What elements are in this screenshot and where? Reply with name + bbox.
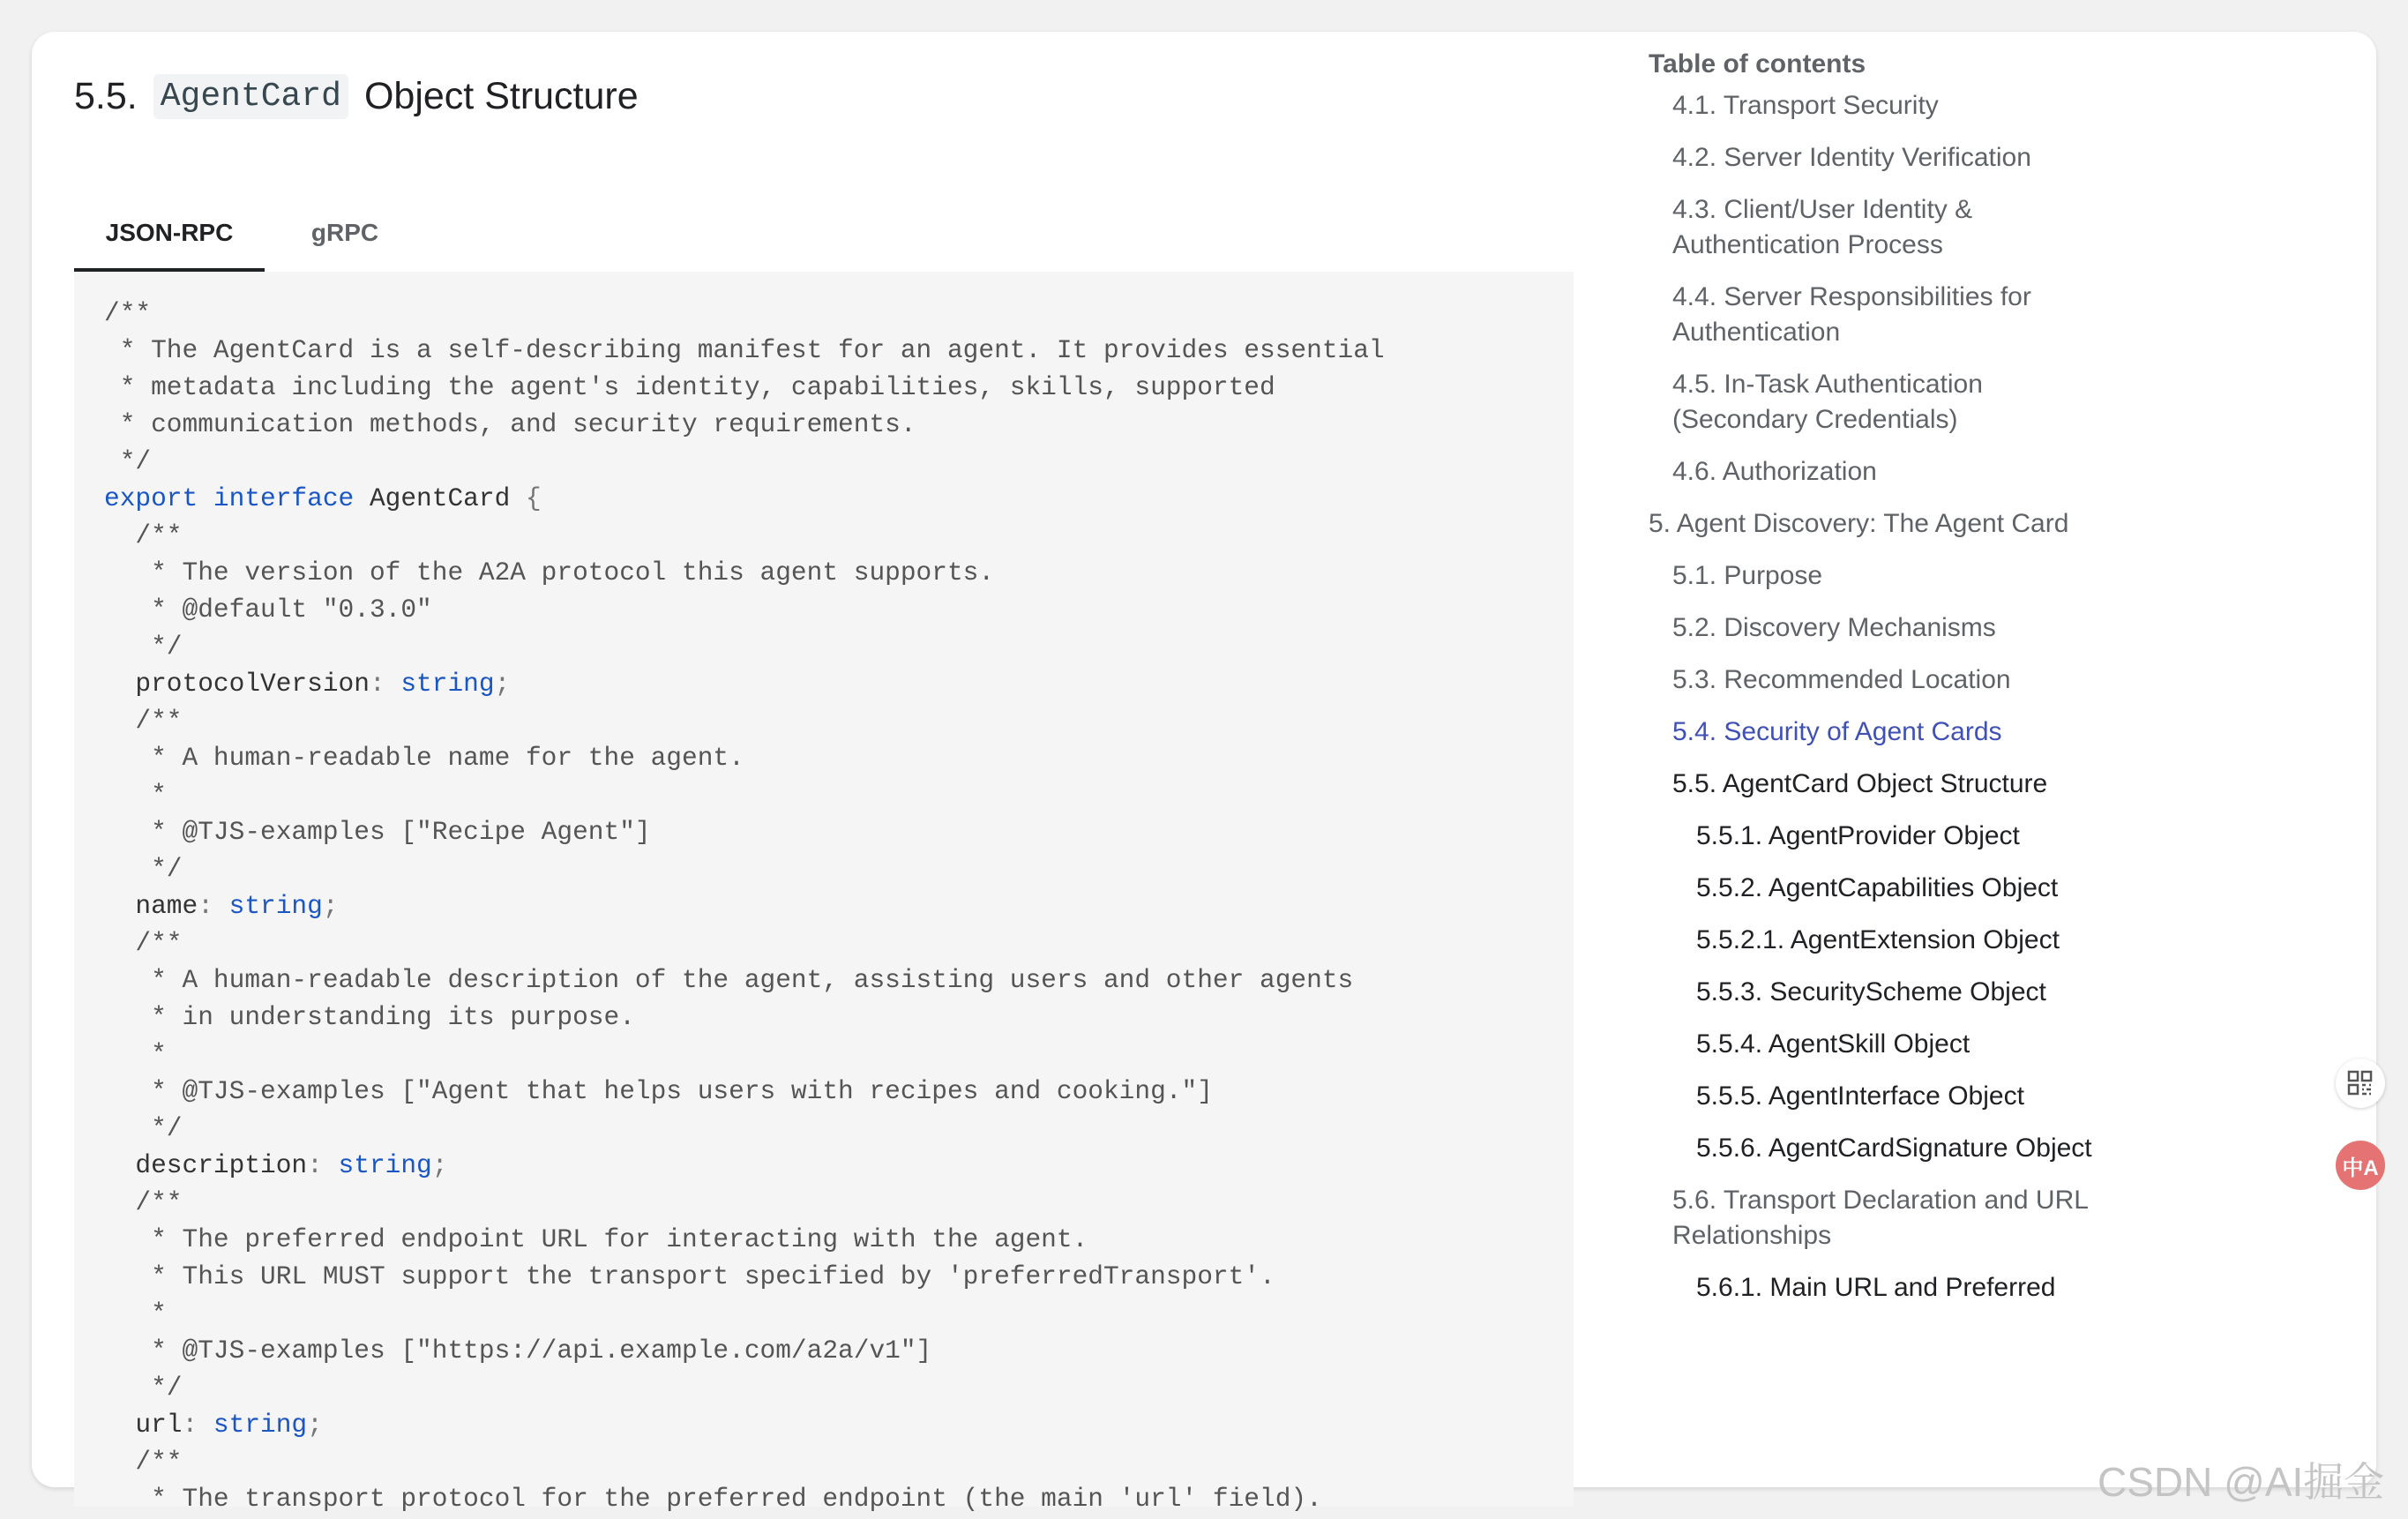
code-keyword: export: [104, 483, 198, 513]
code-line: [104, 591, 1574, 628]
translate-icon[interactable]: [2336, 1141, 2385, 1190]
code-comment: * A human-readable name for the agent.: [104, 743, 744, 773]
code-token: url: [104, 1410, 183, 1440]
code-line: [104, 739, 1574, 776]
code-comment: /**: [104, 1187, 183, 1217]
code-token: description: [104, 1150, 308, 1180]
code-comment: * @TJS-examples ["Agent that helps users with recipes and cooking."]: [104, 1076, 1213, 1106]
toc-title: Table of contents: [1649, 49, 1866, 79]
code-line: [104, 962, 1574, 999]
toc-item[interactable]: 5. Agent Discovery: The Agent Card: [1649, 509, 2069, 538]
code-token: protocolVersion: [104, 669, 370, 699]
code-line: [104, 1258, 1574, 1295]
code-line: [104, 1480, 1574, 1517]
code-comment: /**: [104, 298, 152, 328]
code-line: [104, 1221, 1574, 1258]
grid-icon-glyph: [2347, 1070, 2374, 1096]
code-line: [104, 813, 1574, 850]
grid-icon[interactable]: [2336, 1059, 2385, 1108]
code-comment: * The AgentCard is a self-describing manifest for an agent. It provides essential: [104, 335, 1385, 365]
page: [32, 32, 2379, 1514]
toc-item[interactable]: 5.3. Recommended Location: [1672, 665, 2011, 694]
code-line: [104, 517, 1574, 554]
code-keyword: string: [400, 669, 495, 699]
toc-item[interactable]: 5.6.1. Main URL and Preferred: [1696, 1273, 2056, 1302]
code-comment: * @TJS-examples ["https://api.example.com/a2a/v1"]: [104, 1336, 932, 1366]
toc-item[interactable]: 4.6. Authorization: [1672, 457, 1877, 486]
section-title-text: Object Structure: [363, 75, 639, 117]
code-line: [104, 924, 1574, 962]
code-keyword: interface: [213, 483, 355, 513]
code-line: [104, 406, 1574, 443]
section-number: 5.5.: [74, 75, 138, 117]
code-token: ;: [307, 1410, 323, 1440]
code-line: [104, 850, 1574, 887]
code-line: [104, 702, 1574, 739]
toc-item[interactable]: 5.6. Transport Declaration and URL Relationships: [1672, 1186, 2088, 1250]
toc-item[interactable]: 5.5.1. AgentProvider Object: [1696, 821, 2020, 850]
code-line: [104, 665, 1574, 702]
code-comment: /**: [104, 1447, 183, 1477]
code-comment: * communication methods, and security requirements.: [104, 409, 916, 439]
code-line: [104, 776, 1574, 813]
code-comment: */: [104, 1373, 183, 1403]
code-line: [104, 369, 1574, 406]
code-comment: * The transport protocol for the preferred endpoint (the main 'url' field).: [104, 1484, 1322, 1514]
code-token: ;: [494, 669, 511, 699]
tab-grpc[interactable]: gRPC: [310, 219, 379, 246]
code-comment: * A human-readable description of the agent, assisting users and other agents: [104, 965, 1354, 995]
code-line: [104, 1406, 1574, 1443]
code-line: [104, 628, 1574, 665]
code-comment: /**: [104, 520, 183, 550]
code-line: [104, 1443, 1574, 1480]
code-comment: */: [104, 854, 183, 884]
code-token: :: [182, 1410, 213, 1440]
toc-item[interactable]: 4.4. Server Responsibilities for Authentication: [1672, 282, 2031, 347]
code-comment: * @default "0.3.0": [104, 595, 432, 625]
code-comment: *: [104, 780, 167, 810]
toc-item[interactable]: 5.5. AgentCard Object Structure: [1672, 769, 2048, 798]
code-token: name: [104, 891, 198, 921]
section-heading: [74, 74, 639, 119]
code-line: [104, 1332, 1574, 1369]
code-comment: * This URL MUST support the transport specified by 'preferredTransport'.: [104, 1261, 1275, 1291]
tab-json-rpc[interactable]: JSON-RPC: [74, 187, 265, 272]
code-content: [74, 272, 1574, 1517]
toc-item[interactable]: 4.2. Server Identity Verification: [1672, 143, 2031, 172]
code-comment: */: [104, 632, 183, 662]
code-line: [104, 480, 1574, 517]
watermark: CSDN @AI掘金: [2098, 1459, 2385, 1505]
code-keyword: string: [338, 1150, 432, 1180]
translate-label: 中A: [2342, 1156, 2379, 1180]
code-line: [104, 1036, 1574, 1073]
code-line: [104, 1110, 1574, 1147]
toc-item[interactable]: 5.1. Purpose: [1672, 561, 1823, 590]
code-comment: */: [104, 446, 152, 476]
toc-item[interactable]: 5.4. Security of Agent Cards: [1672, 717, 2002, 746]
code-comment: * The preferred endpoint URL for interacting with the agent.: [104, 1224, 1088, 1254]
code-line: [104, 1073, 1574, 1110]
code-line: [104, 1369, 1574, 1406]
code-token: [198, 483, 213, 513]
code-keyword: string: [228, 891, 323, 921]
code-comment: /**: [104, 706, 183, 736]
code-comment: * in understanding its purpose.: [104, 1002, 635, 1032]
code-line: [104, 1147, 1574, 1184]
toc-item[interactable]: 5.5.6. AgentCardSignature Object: [1696, 1134, 2092, 1163]
code-line: [104, 332, 1574, 369]
toc-item[interactable]: 5.5.2.1. AgentExtension Object: [1696, 925, 2060, 954]
toc-item[interactable]: 5.5.5. AgentInterface Object: [1696, 1081, 2024, 1111]
code-token: ;: [431, 1150, 448, 1180]
code-comment: * The version of the A2A protocol this agent supports.: [104, 557, 995, 587]
code-line: [104, 887, 1574, 924]
code-token: :: [198, 891, 229, 921]
toc-list: [1649, 88, 2107, 1306]
code-token: :: [369, 669, 401, 699]
code-comment: *: [104, 1039, 167, 1069]
toc-item[interactable]: 4.5. In-Task Authentication (Secondary Credentials): [1672, 370, 1983, 434]
code-line: [104, 554, 1574, 591]
code-token: :: [307, 1150, 339, 1180]
code-token: {: [525, 483, 542, 513]
code-line: [104, 1295, 1574, 1332]
code-token: AgentCard: [354, 483, 526, 513]
main-content: [74, 32, 1574, 1514]
language-tabs: [74, 187, 1574, 273]
code-line: [104, 999, 1574, 1036]
code-line: [104, 443, 1574, 480]
code-comment: * @TJS-examples ["Recipe Agent"]: [104, 817, 651, 847]
code-line: [104, 1184, 1574, 1221]
code-comment: *: [104, 1298, 167, 1328]
toc-item[interactable]: 4.3. Client/User Identity & Authentication Process: [1672, 195, 1973, 259]
code-comment: */: [104, 1113, 183, 1143]
toc-item[interactable]: 4.1. Transport Security: [1672, 91, 1939, 120]
toc-item[interactable]: 5.5.3. SecurityScheme Object: [1696, 977, 2046, 1006]
toc-item[interactable]: 5.5.2. AgentCapabilities Object: [1696, 873, 2059, 902]
section-code-name: AgentCard: [153, 74, 348, 119]
code-line: [104, 295, 1574, 332]
toc-item[interactable]: 5.2. Discovery Mechanisms: [1672, 613, 1996, 642]
code-comment: * metadata including the agent's identity, capabilities, skills, supported: [104, 372, 1275, 402]
code-comment: /**: [104, 928, 183, 958]
toc-item[interactable]: 5.5.4. AgentSkill Object: [1696, 1029, 1971, 1059]
code-keyword: string: [213, 1410, 308, 1440]
code-token: ;: [322, 891, 339, 921]
table-of-contents: [1649, 41, 2107, 1322]
code-block: [74, 272, 1574, 1514]
